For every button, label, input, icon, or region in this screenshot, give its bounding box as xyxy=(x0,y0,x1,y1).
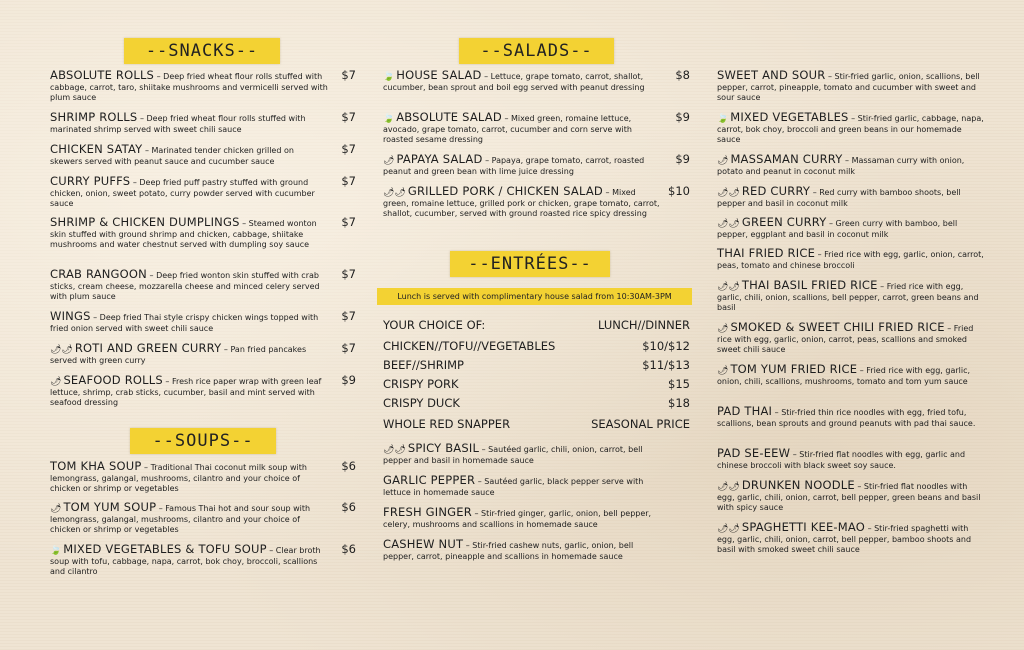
menu-item xyxy=(717,154,985,177)
item-description: – Stir-fried flat noodles with egg, garlic, chili, onion, carrot, bell pepper, green beans and basil with spicy sauce xyxy=(717,482,981,513)
choice-row xyxy=(383,377,690,391)
choice-row xyxy=(383,339,690,353)
choice-label: CHICKEN//TOFU//VEGETABLES xyxy=(383,339,556,353)
choice-value: $11/$13 xyxy=(642,358,690,372)
menu-item xyxy=(383,112,690,146)
item-name: TOM KHA SOUP xyxy=(50,459,142,473)
menu-item xyxy=(383,539,690,562)
item-name: PAD SE-EEW xyxy=(717,446,791,460)
item-name: RED CURRY xyxy=(741,184,811,198)
menu-item xyxy=(383,186,690,220)
menu-item xyxy=(717,522,985,556)
leaf-icon: 🍃 xyxy=(383,72,395,82)
item-price: $7 xyxy=(341,68,356,82)
menu-item xyxy=(717,448,985,471)
item-name: WINGS xyxy=(50,309,91,323)
menu-item xyxy=(50,70,356,104)
item-description: – Fried rice with egg, garlic, onion, chili, scallions, mushrooms, tomato and tom yum sauce xyxy=(717,366,971,386)
menu-item xyxy=(50,461,356,495)
choice-value: $10/$12 xyxy=(642,339,690,353)
item-name: THAI BASIL FRIED RICE xyxy=(741,278,878,292)
menu-item xyxy=(50,112,356,135)
item-name: ROTI AND GREEN CURRY xyxy=(74,341,222,355)
item-price: $7 xyxy=(341,110,356,124)
item-description: – Sautéed garlic, chili, onion, carrot, bell pepper and basil in homemade sauce xyxy=(383,445,643,465)
chili-icon: 🌶🌶 xyxy=(717,282,740,292)
lunch-note: Lunch is served with complimentary house salad from 10:30AM-3PM xyxy=(377,288,692,305)
item-price: $8 xyxy=(675,68,690,82)
item-description: – Stir-fried garlic, cabbage, napa, carrot, bok choy, broccoli and green beans in our homemade sauce xyxy=(717,114,984,145)
chili-icon: 🌶🌶 xyxy=(383,188,406,198)
item-name: MASSAMAN CURRY xyxy=(730,152,843,166)
item-description: – Fresh rice paper wrap with green leaf lettuce, shrimp, crab sticks, cucumber, basil and mint served with seafood dressing xyxy=(50,377,322,408)
item-name: SWEET AND SOUR xyxy=(717,68,826,82)
item-price: $6 xyxy=(341,500,356,514)
menu-item xyxy=(717,112,985,146)
leaf-icon: 🍃 xyxy=(50,546,62,556)
item-name: GREEN CURRY xyxy=(741,215,827,229)
menu-item xyxy=(50,311,356,334)
item-price: $7 xyxy=(341,142,356,156)
item-price: $6 xyxy=(341,459,356,473)
chili-icon: 🌶 xyxy=(717,366,729,376)
item-price: $9 xyxy=(675,152,690,166)
menu-item xyxy=(50,502,356,536)
choice-label: WHOLE RED SNAPPER xyxy=(383,417,511,431)
item-description: – Deep fried wheat flour rolls stuffed with cabbage, carrot, taro, shiitake mushrooms and vermicelli served with plum sauce xyxy=(50,72,328,103)
item-description: – Massaman curry with onion, potato and peanut in coconut milk xyxy=(717,156,965,176)
menu-item xyxy=(717,186,985,209)
item-description: – Deep fried puff pastry stuffed with ground chicken, onion, sweet potato, curry powder served with cucumber sauce xyxy=(50,178,315,209)
choice-row xyxy=(383,396,690,410)
item-name: ABSOLUTE ROLLS xyxy=(50,68,155,82)
chili-icon: 🌶🌶 xyxy=(50,345,73,355)
item-description: – Green curry with bamboo, bell pepper, eggplant and basil in coconut milk xyxy=(717,219,958,239)
choice-value: $18 xyxy=(668,396,690,410)
item-description: – Stir-fried ginger, garlic, onion, bell pepper, celery, mushrooms and scallions in homemade sauce xyxy=(383,509,652,529)
choice-value: SEASONAL PRICE xyxy=(591,417,690,431)
item-description: – Steamed wonton skin stuffed with ground shrimp and chicken, cabbage, shiitake mushrooms and water chestnut served with dumpling soy sauce xyxy=(50,219,317,250)
snacks-banner: --SNACKS-- xyxy=(124,38,280,64)
item-description: – Mixed green, romaine lettuce, avocado, grape tomato, carrot, cucumber and corn serve with roasted sesame dressing xyxy=(383,114,632,145)
chili-icon: 🌶 xyxy=(50,377,62,387)
item-description: – Fried rice with egg, garlic, onion, carrot, peas, tomato and chinese broccoli xyxy=(717,250,984,270)
item-description: – Traditional Thai coconut milk soup with lemongrass, galangal, mushrooms, cilantro and your choice of chicken or shrimp or vegetables xyxy=(50,463,307,494)
item-name: PAPAYA SALAD xyxy=(396,152,483,166)
entrees-banner: --ENTRÉES-- xyxy=(450,251,610,277)
item-name: HOUSE SALAD xyxy=(396,68,482,82)
menu-item xyxy=(717,280,985,314)
choice-label: YOUR CHOICE OF: xyxy=(383,318,486,332)
choice-value: LUNCH//DINNER xyxy=(598,318,690,332)
choice-label: BEEF//SHRIMP xyxy=(383,358,464,372)
item-description: – Stir-fried thin rice noodles with egg, fried tofu, scallions, bean sprouts and ground peanuts with pad thai sauce. xyxy=(717,408,976,428)
menu-item xyxy=(717,480,985,514)
item-description: – Stir-fried spaghetti with egg, garlic, chili, onion, carrot, bell pepper, bamboo shoots and basil with smoked sweet chili sauce xyxy=(717,524,972,555)
leaf-icon: 🍃 xyxy=(383,114,395,124)
menu-item xyxy=(383,154,690,177)
chili-icon: 🌶 xyxy=(383,156,395,166)
menu-item xyxy=(717,70,985,104)
leaf-icon: 🍃 xyxy=(717,114,729,124)
item-name: SHRIMP ROLLS xyxy=(50,110,138,124)
menu-item xyxy=(50,144,356,167)
item-name: PAD THAI xyxy=(717,404,773,418)
chili-icon: 🌶🌶 xyxy=(717,482,740,492)
menu-item xyxy=(383,70,690,93)
item-name: DRUNKEN NOODLE xyxy=(741,478,855,492)
item-name: GARLIC PEPPER xyxy=(383,473,476,487)
item-price: $7 xyxy=(341,341,356,355)
choice-label: CRISPY PORK xyxy=(383,377,459,391)
item-description: – Famous Thai hot and sour soup with lemongrass, galangal, mushrooms, cilantro and your choice of chicken or shrimp or vegetables xyxy=(50,504,311,535)
item-name: CURRY PUFFS xyxy=(50,174,131,188)
item-name: TOM YUM SOUP xyxy=(63,500,157,514)
menu-item xyxy=(717,322,985,356)
item-description: – Mixed green, romaine lettuce, grilled pork or chicken, grape tomato, carrot, shallot, cucumber, served with ground roasted rice spicy dressing xyxy=(383,188,660,219)
item-price: $9 xyxy=(341,373,356,387)
item-description: – Fried rice with egg, garlic, onion, carrot, peas, scallions and smoked sweet chili sauce xyxy=(717,324,974,355)
item-price: $7 xyxy=(341,267,356,281)
item-name: SEAFOOD ROLLS xyxy=(63,373,163,387)
item-name: MIXED VEGETABLES xyxy=(730,110,849,124)
item-price: $10 xyxy=(668,184,690,198)
item-name: TOM YUM FRIED RICE xyxy=(730,362,858,376)
item-description: – Papaya, grape tomato, carrot, roasted peanut and green bean with lime juice dressing xyxy=(383,156,645,176)
choice-row xyxy=(383,417,690,431)
menu-item xyxy=(50,343,356,366)
menu-item xyxy=(383,443,690,466)
chili-icon: 🌶🌶 xyxy=(717,524,740,534)
item-name: CASHEW NUT xyxy=(383,537,464,551)
item-description: – Deep fried wonton skin stuffed with crab sticks, cream cheese, mozzarella cheese and minced celery served with plum sauce xyxy=(50,271,320,302)
chili-icon: 🌶 xyxy=(50,504,62,514)
item-description: – Stir-fried cashew nuts, garlic, onion, bell pepper, carrot, pineapple and scallions in homemade sauce xyxy=(383,541,634,561)
menu-item xyxy=(50,176,356,210)
item-price: $9 xyxy=(675,110,690,124)
choice-header xyxy=(383,318,690,332)
item-description: – Fried rice with egg, garlic, chili, onion, scallions, bell pepper, carrot, green beans and basil xyxy=(717,282,979,313)
salads-banner: --SALADS-- xyxy=(459,38,614,64)
choice-label: CRISPY DUCK xyxy=(383,396,460,410)
item-name: ABSOLUTE SALAD xyxy=(396,110,502,124)
item-price: $7 xyxy=(341,309,356,323)
item-name: SPAGHETTI KEE-MAO xyxy=(741,520,866,534)
item-name: SHRIMP & CHICKEN DUMPLINGS xyxy=(50,215,240,229)
menu-item xyxy=(50,544,356,578)
item-description: – Marinated tender chicken grilled on skewers served with peanut sauce and cucumber sauce xyxy=(50,146,294,166)
menu-item xyxy=(50,375,356,409)
item-name: CRAB RANGOON xyxy=(50,267,147,281)
item-name: MIXED VEGETABLES & TOFU SOUP xyxy=(63,542,267,556)
item-description: – Deep fried Thai style crispy chicken wings topped with fried onion served with sweet chili sauce xyxy=(50,313,319,333)
item-price: $7 xyxy=(341,174,356,188)
menu-item xyxy=(717,364,985,387)
menu-item xyxy=(383,475,690,498)
chili-icon: 🌶🌶 xyxy=(717,219,740,229)
item-name: SPICY BASIL xyxy=(407,441,480,455)
menu-item xyxy=(717,248,985,271)
item-description: – Sautéed garlic, black pepper serve with lettuce in homemade sauce xyxy=(383,477,644,497)
item-name: SMOKED & SWEET CHILI FRIED RICE xyxy=(730,320,945,334)
item-price: $6 xyxy=(341,542,356,556)
menu-item xyxy=(383,507,690,530)
chili-icon: 🌶🌶 xyxy=(717,188,740,198)
item-description: – Lettuce, grape tomato, carrot, shallot, cucumber, bean sprout and boil egg served with peanut dressing xyxy=(383,72,645,92)
item-description: – Stir-fried garlic, onion, scallions, bell pepper, carrot, pineapple, tomato and cucumber with sweet and sour sauce xyxy=(717,72,980,103)
item-name: CHICKEN SATAY xyxy=(50,142,143,156)
item-description: – Red curry with bamboo shoots, bell pepper and basil in coconut milk xyxy=(717,188,961,208)
menu-item xyxy=(717,217,985,240)
item-name: THAI FRIED RICE xyxy=(717,246,816,260)
item-description: – Pan fried pancakes served with green curry xyxy=(50,345,307,365)
item-description: – Clear broth soup with tofu, cabbage, napa, carrot, bok choy, broccoli, scallions and cilantro xyxy=(50,546,321,577)
menu-item xyxy=(50,269,356,303)
item-description: – Stir-fried flat noodles with egg, garlic and chinese broccoli with black sweet soy sauce. xyxy=(717,450,966,470)
chili-icon: 🌶 xyxy=(717,156,729,166)
chili-icon: 🌶🌶 xyxy=(383,445,406,455)
choice-row xyxy=(383,358,690,372)
menu-item xyxy=(717,406,985,429)
item-price: $7 xyxy=(341,215,356,229)
item-description: – Deep fried wheat flour rolls stuffed with marinated shrimp served with sweet chili sauce xyxy=(50,114,306,134)
soups-banner: --SOUPS-- xyxy=(130,428,276,454)
item-name: GRILLED PORK / CHICKEN SALAD xyxy=(407,184,603,198)
menu-item xyxy=(50,217,356,251)
chili-icon: 🌶 xyxy=(717,324,729,334)
item-name: FRESH GINGER xyxy=(383,505,472,519)
choice-value: $15 xyxy=(668,377,690,391)
